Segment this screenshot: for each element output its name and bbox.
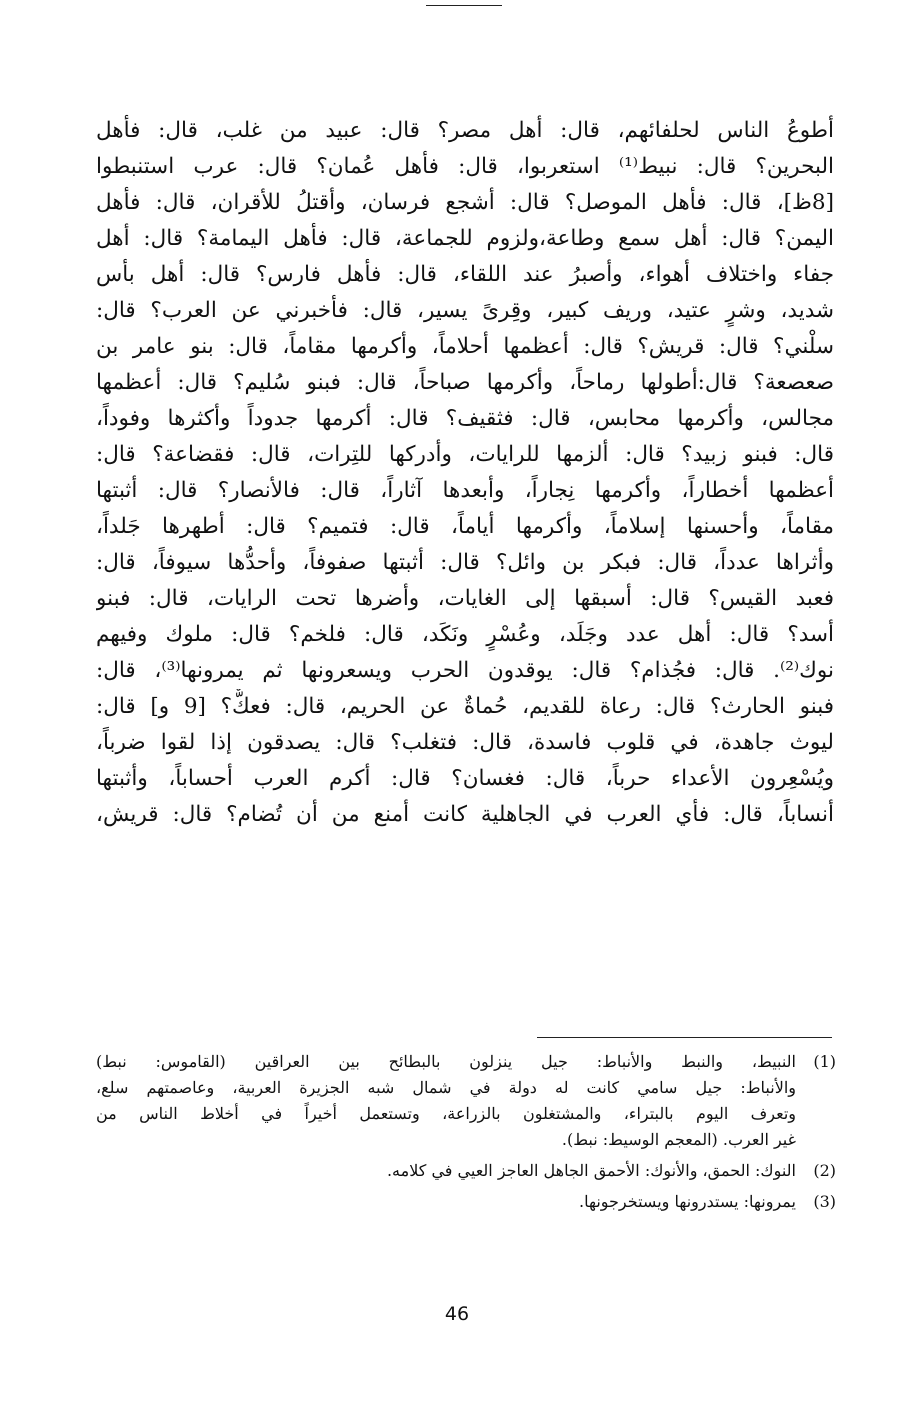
text-line: جفاء واختلاف أهواء، وأصبرُ عند اللقاء، قال: فأهل فارس؟ قال: أهل بأس <box>96 262 834 287</box>
text-line: فعبد القيس؟ قال: أسبقها إلى الغايات، وأضرها تحت الرايات، قال: فبنو <box>96 586 834 611</box>
text-line: فبنو الحارث؟ قال: رعاة للقديم، حُماةٌ عن الحريم، قال: فعكٌّ؟ [9 و] قال: <box>96 694 834 719</box>
text-line: وأثراها عدداً، قال: فبكر بن وائل؟ قال: أثبتها صفوفاً، وأحدُّها سيوفاً، قال: <box>96 550 834 575</box>
text-line: سلْني؟ قال: قريش؟ قال: أعظمها أحلاماً، وأكرمها مقاماً، قال: بنو عامر بن <box>96 334 834 359</box>
text-line: صعصعة؟ قال:أطولها رماحاً، وأكرمها صباحاً، قال: فبنو سُليم؟ قال: أعظمها <box>96 370 834 395</box>
header-rule <box>426 5 502 6</box>
footnote-2 <box>96 1158 836 1184</box>
footnote-number: (1) <box>813 1052 836 1071</box>
text-line: ويُسْعِرون الأعداء حرباً، قال: فغسان؟ قال: أكرم العرب أحساباً، وأثبتها <box>96 766 834 791</box>
text-line: أطوعُ الناس لحلفائهم، قال: أهل مصر؟ قال: عبيد من غلب، قال: فأهل <box>96 118 834 143</box>
text-line: اليمن؟ قال: أهل سمع وطاعة،ولزوم للجماعة، قال: فأهل اليمامة؟ قال: أهل <box>96 226 834 251</box>
footnote-separator <box>537 1037 832 1038</box>
footnote-1 <box>96 1049 836 1153</box>
footnote-number: (3) <box>813 1192 836 1211</box>
text-line: [8ظ]، قال: فأهل الموصل؟ قال: أشجع فرسان، وأقتلُ للأقران، قال: فأهل <box>96 190 834 215</box>
footnote-line: وتعرف اليوم بالبتراء، والمشتغلون بالزراعة، وتستعمل أخيراً في أخلاط الناس من <box>96 1104 796 1123</box>
footnote-line: غير العرب. (المعجم الوسيط: نبط). <box>561 1130 796 1149</box>
footnote-number: (2) <box>813 1161 836 1180</box>
footnote-line: يمرونها: يستدرونها ويستخرجونها. <box>578 1192 796 1211</box>
footnote-line: والأنباط: جيل سامي كانت له دولة في شمال شبه الجزيرة العربية، وعاصمتهم سلع، <box>96 1078 796 1097</box>
text-line: أنساباً، قال: فأي العرب في الجاهلية كانت أمنع من أن تُضام؟ قال: قريش، <box>96 802 834 827</box>
text-line: شديد، وشرٍ عتيد، وريف كبير، وقِرىً يسير، قال: فأخبرني عن العرب؟ قال: <box>96 298 834 323</box>
text-line: أسد؟ قال: أهل عدد وجَلَد، وعُسْرٍ ونَكَد، قال: فلخم؟ قال: ملوك وفيهم <box>96 622 834 647</box>
footnotes <box>96 1049 836 1215</box>
page-number: 46 <box>444 1303 470 1325</box>
text-line: قال: فبنو زبيد؟ قال: ألزمها للرايات، وأدركها للتِرات، قال: فقضاعة؟ قال: <box>96 442 834 467</box>
footnote-line: النوك: الحمق، والأنوك: الأحمق الجاهل العاجز العيي في كلامه. <box>386 1161 796 1180</box>
text-line: أعظمها أخطاراً، وأكرمها نِجاراً، وأبعدها آثاراً، قال: فالأنصار؟ قال: أثبتها <box>96 478 834 503</box>
text-line: البحرين؟ قال: نبيط⁽¹⁾ استعربوا، قال: فأهل عُمان؟ قال: عرب استنبطوا <box>96 154 834 179</box>
text-line: مجالس، وأكرمها محابس، قال: فثقيف؟ قال: أكرمها جدوداً وأكثرها وفوداً، <box>96 406 834 431</box>
text-line: مقاماً، وأحسنها إسلاماً، وأكرمها أياماً، قال: فتميم؟ قال: أطهرها جَلداً، <box>96 514 834 539</box>
footnote-3 <box>96 1189 836 1215</box>
text-line: ليوث جاهدة، في قلوب فاسدة، قال: فتغلب؟ قال: يصدقون إذا لقوا ضرباً، <box>96 730 834 755</box>
main-text <box>96 113 834 833</box>
footnote-line: النبيط، والنبط والأنباط: جيل ينزلون بالبطائح بين العراقين (القاموس: نبط) <box>96 1052 796 1071</box>
text-line: نوك⁽²⁾. قال: فجُذام؟ قال: يوقدون الحرب ويسعرونها ثم يمرونها⁽³⁾، قال: <box>96 658 834 683</box>
